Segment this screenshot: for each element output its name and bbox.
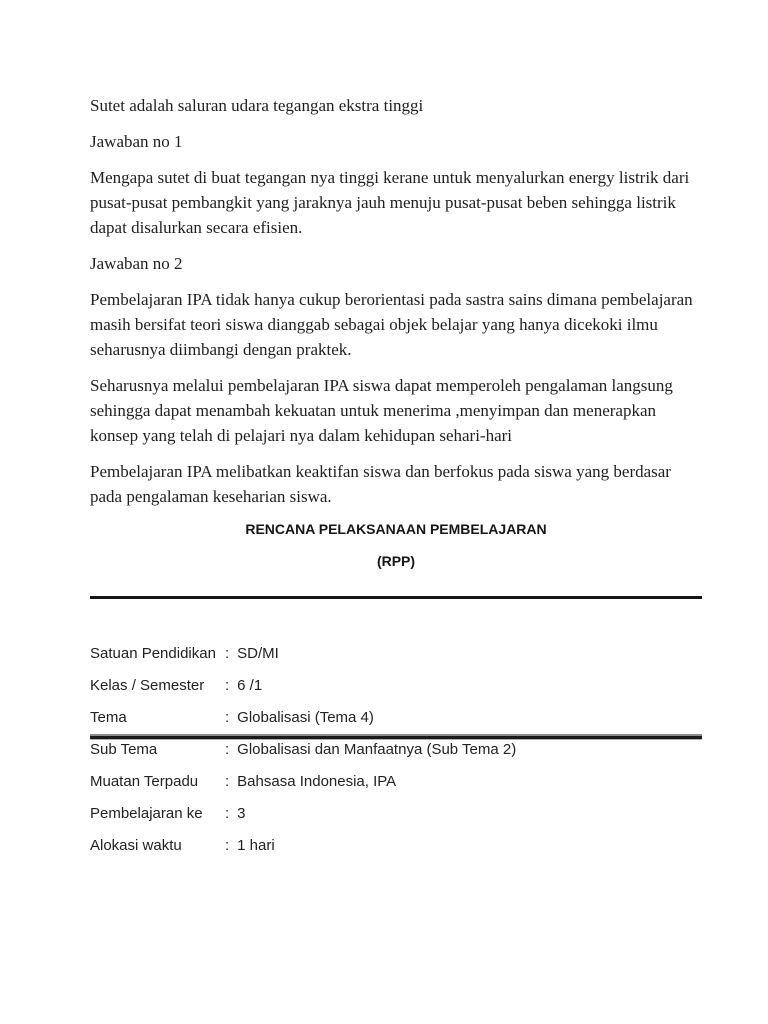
detail-value: Bahsasa Indonesia, IPA — [237, 773, 397, 790]
answer-paragraph-3: Seharusnya melalui pembelajaran IPA siswa dapat memperoleh pengalaman langsung sehingga dapat menambah kekuatan untuk menerima ,menyimpan dan menerapkan konsep yang telah di pelajari nya dalam kehidupan sehari-hari — [90, 376, 673, 445]
detail-colon: : — [225, 709, 230, 726]
detail-colon: : — [225, 837, 230, 854]
detail-value: 6 /1 — [237, 677, 263, 694]
detail-value: SD/MI — [237, 645, 279, 662]
detail-colon: : — [225, 773, 230, 790]
detail-row-muatan-terpadu — [90, 766, 702, 798]
answer-paragraph-1: Mengapa sutet di buat tegangan nya tinggi kerane untuk menyalurkan energy listrik dari pusat-pusat pembangkit yang jaraknya jauh menuju pusat-pusat beben sehingga listrik dapat disalurkan secara efisien. — [90, 168, 690, 237]
detail-colon: : — [225, 677, 230, 694]
rpp-subtitle: (RPP) — [376, 553, 416, 569]
answer-paragraph-4: Pembelajaran IPA melibatkan keaktifan siswa dan berfokus pada siswa yang berdasar pada pengalaman keseharian siswa. — [90, 462, 671, 506]
detail-row-sub-tema — [90, 734, 702, 766]
horizontal-rule — [90, 596, 702, 599]
detail-label: Muatan Terpadu — [90, 773, 199, 790]
detail-label: Pembelajaran ke — [90, 805, 203, 822]
answer-paragraph-2: Pembelajaran IPA tidak hanya cukup berorientasi pada sastra sains dimana pembelajaran masih bersifat teori siswa dianggab sebagai objek belajar yang hanya dicekoki ilmu seharusnya diimbangi dengan praktek. — [90, 290, 693, 359]
detail-label: Satuan Pendidikan — [90, 645, 216, 662]
detail-value: 3 — [237, 805, 246, 822]
answer-line-sutet: Sutet adalah saluran udara tegangan ekstra tinggi — [90, 96, 424, 115]
detail-colon: : — [225, 805, 230, 822]
detail-label: Tema — [90, 709, 127, 726]
detail-colon: : — [225, 645, 230, 662]
answer-heading-1: Jawaban no 1 — [90, 132, 183, 151]
detail-row-pembelajaran-ke — [90, 798, 702, 830]
rpp-title: RENCANA PELAKSANAAN PEMBELAJARAN — [245, 521, 547, 537]
detail-label: Sub Tema — [90, 741, 158, 758]
detail-value: Globalisasi (Tema 4) — [237, 709, 374, 726]
detail-row-satuan-pendidikan — [90, 638, 702, 670]
rpp-details-list — [90, 638, 702, 862]
detail-row-tema — [90, 702, 702, 734]
detail-row-alokasi-waktu — [90, 830, 702, 862]
detail-label: Kelas / Semester — [90, 677, 205, 694]
detail-row-kelas-semester — [90, 670, 702, 702]
detail-label: Alokasi waktu — [90, 837, 182, 854]
detail-colon: : — [225, 741, 230, 758]
detail-value: Globalisasi dan Manfaatnya (Sub Tema 2) — [237, 741, 517, 758]
detail-value: 1 hari — [237, 837, 275, 854]
answer-heading-2: Jawaban no 2 — [90, 254, 183, 273]
